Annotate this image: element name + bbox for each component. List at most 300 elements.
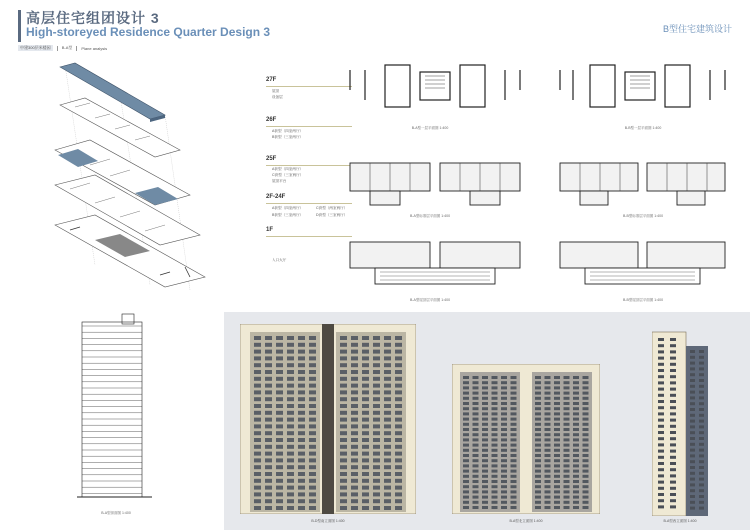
elevation-window xyxy=(298,445,305,449)
elevation-window xyxy=(670,437,676,440)
elevation-window xyxy=(564,475,570,478)
elevation-window xyxy=(564,444,570,447)
elevation-window xyxy=(351,370,358,374)
elevation-window xyxy=(699,420,704,423)
elevation-window xyxy=(658,357,664,360)
elevation-window xyxy=(463,475,469,478)
elevation-window xyxy=(492,407,498,410)
elevation-window xyxy=(583,402,589,405)
elevation-window xyxy=(287,363,294,367)
elevation-window xyxy=(492,412,498,415)
elevation-window xyxy=(340,499,347,503)
elevation-window xyxy=(298,343,305,347)
elevation-window xyxy=(340,431,347,435)
elevation-window xyxy=(384,343,391,347)
elevation-window xyxy=(276,384,283,388)
elevation-window xyxy=(395,431,402,435)
elevation-window xyxy=(554,386,560,389)
floor-note: A套型（四室两厅） xyxy=(272,206,304,210)
elevation-window xyxy=(395,370,402,374)
elevation-window xyxy=(699,431,704,434)
elevation-window xyxy=(583,428,589,431)
elevation-window xyxy=(658,388,664,391)
elevation-window xyxy=(573,506,579,509)
elevation-window xyxy=(535,444,541,447)
floor-note: C套型（三室两厅） xyxy=(272,173,304,177)
elevation-window xyxy=(384,506,391,510)
elevation-window xyxy=(395,343,402,347)
elevation-window xyxy=(340,506,347,510)
elevation-window xyxy=(254,384,261,388)
elevation-window xyxy=(564,428,570,431)
elevation-window xyxy=(699,460,704,463)
elevation-window xyxy=(351,384,358,388)
elevation-window xyxy=(395,404,402,408)
elevation-window xyxy=(362,411,369,415)
elevation-window xyxy=(395,356,402,360)
elevation-window xyxy=(670,406,676,409)
elevation-window xyxy=(545,449,551,452)
elevation-window xyxy=(492,454,498,457)
elevation-window xyxy=(298,350,305,354)
elevation-window xyxy=(545,485,551,488)
elevation-window xyxy=(340,452,347,456)
elevation-window xyxy=(482,454,488,457)
elevation-window xyxy=(573,397,579,400)
elevation-window xyxy=(564,438,570,441)
elevation-window xyxy=(511,490,517,493)
elevation-window xyxy=(287,458,294,462)
elevation-window xyxy=(501,402,507,405)
elevation-window xyxy=(340,465,347,469)
elevation-window xyxy=(340,343,347,347)
elevation-window xyxy=(340,356,347,360)
elevation-window xyxy=(463,397,469,400)
elevation-window xyxy=(362,486,369,490)
elevation-window xyxy=(384,363,391,367)
elevation-window xyxy=(351,492,358,496)
elevation-window xyxy=(535,428,541,431)
elevation-window xyxy=(351,343,358,347)
elevation-window xyxy=(511,470,517,473)
elevation-window xyxy=(511,412,517,415)
elevation-window xyxy=(351,350,358,354)
elevation-window xyxy=(554,428,560,431)
elevation-window xyxy=(373,336,380,340)
elevation-window xyxy=(535,376,541,379)
elevation-window xyxy=(351,418,358,422)
elevation-window xyxy=(276,363,283,367)
elevation-window xyxy=(373,492,380,496)
elevation-window xyxy=(340,418,347,422)
elevation-window xyxy=(658,481,664,484)
elevation-window xyxy=(670,369,676,372)
elevation-window xyxy=(373,404,380,408)
elevation-window xyxy=(554,496,560,499)
elevation-window xyxy=(583,464,589,467)
elevation-window xyxy=(554,438,560,441)
elevation-window xyxy=(670,431,676,434)
elevation-window xyxy=(535,470,541,473)
plan-bb-ground xyxy=(555,60,730,112)
elevation-window xyxy=(583,449,589,452)
elevation-window xyxy=(276,390,283,394)
elevation-window xyxy=(473,418,479,421)
elevation-window xyxy=(573,459,579,462)
elevation-window xyxy=(265,479,272,483)
elevation-window xyxy=(265,384,272,388)
elevation-window xyxy=(492,501,498,504)
elevation-window xyxy=(309,343,316,347)
elevation-window xyxy=(535,402,541,405)
elevation-window xyxy=(564,449,570,452)
elevation-window xyxy=(265,431,272,435)
elevation-window xyxy=(473,496,479,499)
elevation-window xyxy=(583,501,589,504)
elevation-window xyxy=(276,350,283,354)
elevation-window xyxy=(482,506,488,509)
elevation-window xyxy=(473,464,479,467)
elevation-window xyxy=(690,373,695,376)
elevation-window xyxy=(473,376,479,379)
elevation-window xyxy=(362,384,369,388)
elevation-window xyxy=(384,452,391,456)
elevation-window xyxy=(658,394,664,397)
elevation-window xyxy=(395,377,402,381)
elevation-window xyxy=(309,377,316,381)
elevation-window xyxy=(384,438,391,442)
elevation-window xyxy=(287,390,294,394)
elevation-window xyxy=(492,418,498,421)
elevation-window xyxy=(340,350,347,354)
elevation-window xyxy=(287,350,294,354)
elevation-window xyxy=(351,465,358,469)
elevation-window xyxy=(573,402,579,405)
elevation-window xyxy=(545,412,551,415)
elevation-window xyxy=(473,485,479,488)
elevation-window xyxy=(699,478,704,481)
elevation-window xyxy=(699,414,704,417)
elevation-window xyxy=(658,375,664,378)
elevation-window xyxy=(658,350,664,353)
elevation-window xyxy=(463,386,469,389)
elevation-window xyxy=(670,481,676,484)
elevation-window xyxy=(573,454,579,457)
elevation-window xyxy=(482,480,488,483)
elevation-window xyxy=(492,376,498,379)
elevation-window xyxy=(670,487,676,490)
elevation-window xyxy=(583,438,589,441)
elevation-window xyxy=(535,381,541,384)
elevation-window xyxy=(298,397,305,401)
elevation-window xyxy=(554,490,560,493)
elevation-window xyxy=(276,411,283,415)
elevation-window xyxy=(492,480,498,483)
elevation-window xyxy=(395,424,402,428)
elevation-window xyxy=(690,489,695,492)
elevation-window xyxy=(699,489,704,492)
elevation-window xyxy=(384,424,391,428)
elevation-window xyxy=(670,400,676,403)
elevation-window xyxy=(690,460,695,463)
elevation-window xyxy=(573,485,579,488)
elevation-window xyxy=(340,397,347,401)
elevation-window xyxy=(690,362,695,365)
elevation-window xyxy=(545,386,551,389)
elevation-window xyxy=(287,499,294,503)
elevation-window xyxy=(298,506,305,510)
elevation-window xyxy=(535,438,541,441)
elevation-window xyxy=(554,402,560,405)
elevation-window xyxy=(265,390,272,394)
elevation-window xyxy=(362,397,369,401)
elevation-panel xyxy=(224,312,750,530)
elevation-window xyxy=(309,486,316,490)
elevation-window xyxy=(254,479,261,483)
elevation-window xyxy=(276,418,283,422)
elevation-window xyxy=(362,404,369,408)
elevation-window xyxy=(670,493,676,496)
elevation-window xyxy=(340,411,347,415)
elevation-window xyxy=(395,438,402,442)
elevation-window xyxy=(298,418,305,422)
elevation-window xyxy=(658,369,664,372)
floor-note: C套型（两室两厅） xyxy=(316,206,348,210)
elevation-window xyxy=(473,423,479,426)
elevation-window xyxy=(501,376,507,379)
elevation-window xyxy=(511,381,517,384)
elevation-window xyxy=(384,486,391,490)
elevation-window xyxy=(511,418,517,421)
elevation-window xyxy=(287,479,294,483)
elevation-window xyxy=(511,464,517,467)
elevation-window xyxy=(309,336,316,340)
elevation-window xyxy=(535,475,541,478)
elevation-window xyxy=(583,423,589,426)
elevation-window xyxy=(690,454,695,457)
elevation-window xyxy=(463,381,469,384)
elevation-window xyxy=(545,490,551,493)
elevation-window xyxy=(287,411,294,415)
elevation-window xyxy=(690,350,695,353)
elevation-window xyxy=(535,501,541,504)
elevation-window xyxy=(276,336,283,340)
elevation-window xyxy=(351,499,358,503)
elevation-window xyxy=(373,472,380,476)
elevation-window xyxy=(254,343,261,347)
elevation-window xyxy=(254,472,261,476)
elevation-window xyxy=(254,404,261,408)
elevation-window xyxy=(658,425,664,428)
elevation-window xyxy=(511,386,517,389)
elevation-window xyxy=(501,475,507,478)
elevation-window xyxy=(501,485,507,488)
elevation-window xyxy=(351,486,358,490)
elevation-window xyxy=(340,486,347,490)
elevation-window xyxy=(492,397,498,400)
elevation-window xyxy=(287,472,294,476)
floor-divider xyxy=(266,126,352,127)
elevation-window xyxy=(309,465,316,469)
elevation-window xyxy=(670,412,676,415)
floor-label-26f: 26F xyxy=(266,117,277,123)
elevation-window xyxy=(511,397,517,400)
elevation-window xyxy=(309,350,316,354)
header xyxy=(18,8,318,52)
elevation-window xyxy=(535,418,541,421)
elevation-window xyxy=(482,386,488,389)
elevation-window xyxy=(535,496,541,499)
elevation-window xyxy=(670,468,676,471)
elevation-window xyxy=(658,499,664,502)
floor-note: B套型（三室两厅） xyxy=(272,213,304,217)
elevation-window xyxy=(545,506,551,509)
subtitle-separator xyxy=(76,46,77,51)
elevation-window xyxy=(254,411,261,415)
elevation-window xyxy=(298,404,305,408)
elevation-window xyxy=(482,475,488,478)
elevation-window xyxy=(340,377,347,381)
elevation-window xyxy=(276,472,283,476)
elevation-window xyxy=(583,397,589,400)
elevation-window xyxy=(298,411,305,415)
elevation-window xyxy=(287,486,294,490)
elevation-window xyxy=(287,377,294,381)
elevation-window xyxy=(690,408,695,411)
elevation-window xyxy=(554,464,560,467)
elevation-window xyxy=(501,506,507,509)
elevation-window xyxy=(362,424,369,428)
floor-label-1f: 1F xyxy=(266,227,274,233)
elevation-window xyxy=(492,496,498,499)
elevation-window xyxy=(690,396,695,399)
elevation-window xyxy=(583,392,589,395)
elevation-window xyxy=(373,486,380,490)
elevation-window xyxy=(670,388,676,391)
elevation-window xyxy=(492,428,498,431)
elevation-window xyxy=(670,419,676,422)
elevation-window xyxy=(254,370,261,374)
elevation-window xyxy=(340,404,347,408)
elevation-window xyxy=(699,437,704,440)
elevation-window xyxy=(583,480,589,483)
plan-caption: B-A型标准层平面图 1:400 xyxy=(409,214,451,218)
elevation-window xyxy=(276,458,283,462)
elevation-window xyxy=(254,418,261,422)
elevation-window xyxy=(699,443,704,446)
elevation-window xyxy=(254,431,261,435)
elevation-window xyxy=(482,402,488,405)
elevation-window xyxy=(384,350,391,354)
elevation-window xyxy=(395,506,402,510)
elevation-window xyxy=(564,454,570,457)
elevation-window xyxy=(545,454,551,457)
elevation-window xyxy=(265,397,272,401)
elevation-window xyxy=(276,499,283,503)
elevation-window xyxy=(276,424,283,428)
elevation-window xyxy=(473,506,479,509)
elevation-window xyxy=(501,423,507,426)
elevation-window xyxy=(463,428,469,431)
elevation-window xyxy=(463,376,469,379)
elevation-window xyxy=(373,350,380,354)
elevation-window xyxy=(482,412,488,415)
elevation-window xyxy=(690,367,695,370)
plan-caption: B-A型屋顶层平面图 1:400 xyxy=(409,298,451,302)
elevation-window xyxy=(583,454,589,457)
elevation-window xyxy=(351,404,358,408)
elevation-window xyxy=(690,466,695,469)
elevation-window xyxy=(658,468,664,471)
elevation-window xyxy=(298,336,305,340)
elevation-window xyxy=(340,336,347,340)
elevation-window xyxy=(670,450,676,453)
elevation-window xyxy=(545,501,551,504)
elevation-window xyxy=(351,336,358,340)
elevation-window xyxy=(384,499,391,503)
elevation-window xyxy=(554,423,560,426)
elevation-window xyxy=(395,418,402,422)
elevation-window xyxy=(373,390,380,394)
floor-note: B套型（三室两厅） xyxy=(272,135,304,139)
elevation-window xyxy=(463,444,469,447)
elevation-window xyxy=(340,363,347,367)
elevation-window xyxy=(287,465,294,469)
elevation-window xyxy=(511,376,517,379)
elevation-window xyxy=(373,452,380,456)
elevation-window xyxy=(583,433,589,436)
elevation-window xyxy=(699,466,704,469)
elevation-window xyxy=(473,407,479,410)
elevation-window xyxy=(482,501,488,504)
elevation-window xyxy=(362,499,369,503)
elevation-window xyxy=(583,459,589,462)
elevation-window xyxy=(362,438,369,442)
elevation-window xyxy=(384,377,391,381)
elevation-window xyxy=(373,356,380,360)
elevation-window xyxy=(670,381,676,384)
elevation-window xyxy=(482,438,488,441)
elevation-window xyxy=(298,384,305,388)
elevation-window xyxy=(287,418,294,422)
elevation-window xyxy=(463,485,469,488)
elevation-window xyxy=(473,449,479,452)
elevation-window xyxy=(554,480,560,483)
elevation-window xyxy=(670,350,676,353)
elevation-window xyxy=(254,424,261,428)
elevation-window xyxy=(463,392,469,395)
elevation-window xyxy=(265,486,272,490)
elevation-window xyxy=(501,386,507,389)
elevation-window xyxy=(501,407,507,410)
elevation-window xyxy=(298,479,305,483)
elevation-window xyxy=(309,424,316,428)
elevation-window xyxy=(473,381,479,384)
elevation-window xyxy=(573,418,579,421)
elevation-window xyxy=(699,356,704,359)
elevation-window xyxy=(463,402,469,405)
elevation-window xyxy=(287,336,294,340)
elevation-window xyxy=(545,381,551,384)
elevation-window xyxy=(492,438,498,441)
elevation-window xyxy=(545,392,551,395)
elevation-window xyxy=(287,370,294,374)
plan-bb-roof xyxy=(555,236,730,288)
elevation-window xyxy=(395,363,402,367)
elevation-window xyxy=(564,433,570,436)
elevation-window xyxy=(501,464,507,467)
elevation-window xyxy=(309,492,316,496)
